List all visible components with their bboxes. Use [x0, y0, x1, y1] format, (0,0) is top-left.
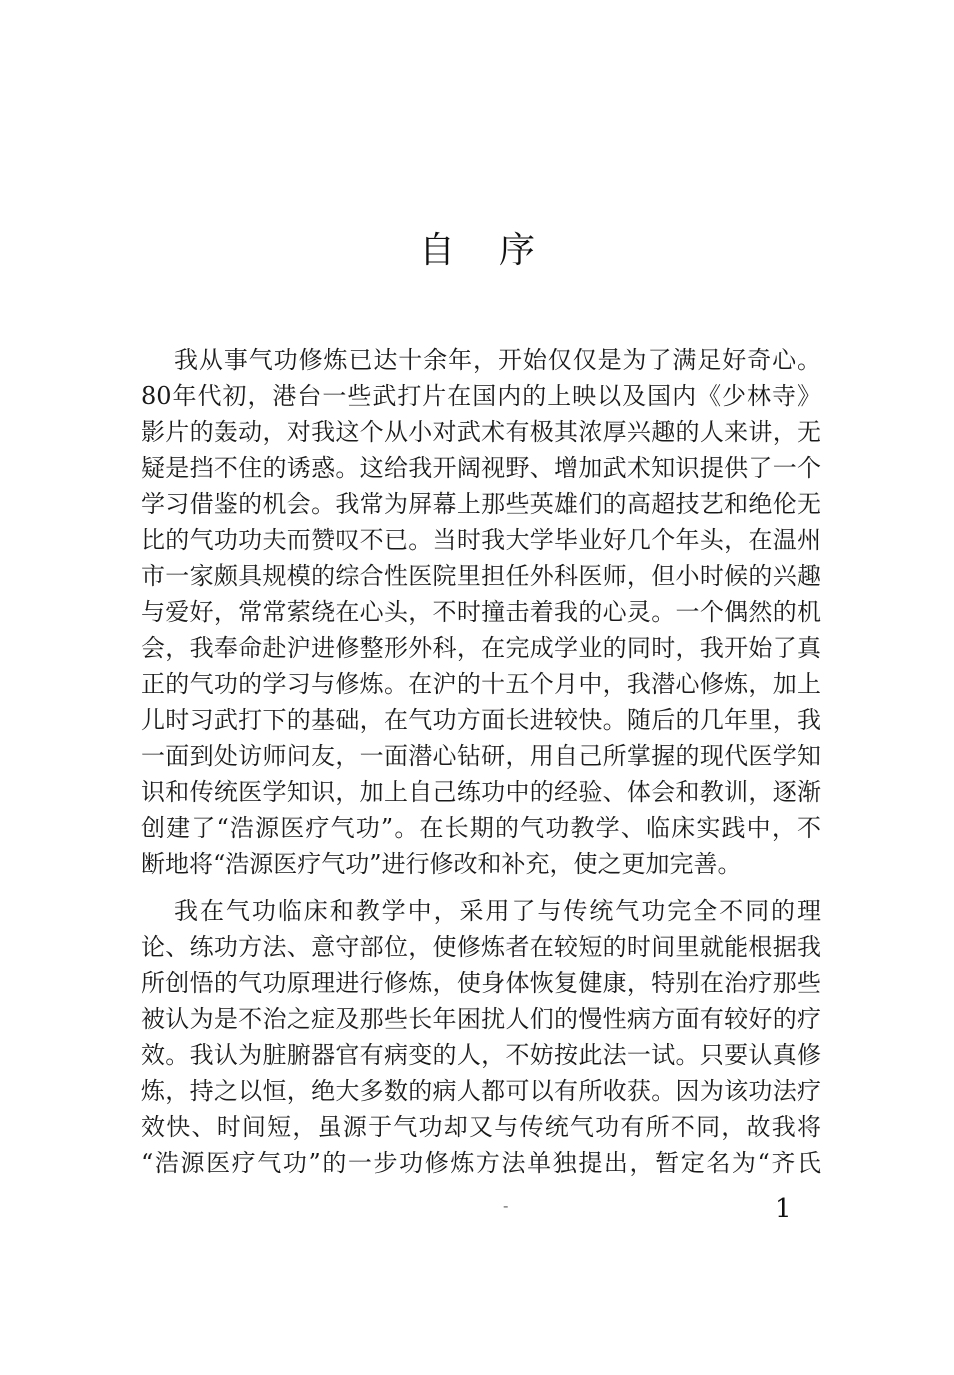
footer-mark: -	[503, 1196, 509, 1215]
paragraph-line: 我在气功临床和教学中，采用了与传统气功完全不同的理	[174, 897, 821, 925]
paragraph-line: 炼，持之以恒，绝大多数的病人都可以有所收获。因为该功法疗	[141, 1077, 821, 1105]
paragraph-line: 断地将“浩源医疗气功”进行修改和补充，使之更加完善。	[141, 850, 742, 878]
paragraph-line: 我从事气功修炼已达十余年，开始仅仅是为了满足好奇心。	[174, 346, 821, 374]
paragraph-line: 所创悟的气功原理进行修炼，使身体恢复健康，特别在治疗那些	[141, 969, 821, 997]
paragraph-line: 疑是挡不住的诱惑。这给我开阔视野、增加武术知识提供了一个	[141, 454, 821, 482]
paragraph-line: 与爱好，常常萦绕在心头，不时撞击着我的心灵。一个偶然的机	[141, 598, 821, 626]
paragraph-line: 一面到处访师问友，一面潜心钻研，用自己所掌握的现代医学知	[141, 742, 821, 770]
page-number: 1	[775, 1194, 792, 1224]
paragraph-line: 效。我认为脏腑器官有病变的人，不妨按此法一试。只要认真修	[141, 1041, 821, 1069]
paragraph-line: 儿时习武打下的基础，在气功方面长进较快。随后的几年里，我	[141, 706, 821, 734]
paragraph-line: 学习借鉴的机会。我常为屏幕上那些英雄们的高超技艺和绝伦无	[141, 490, 821, 518]
paragraph-line: “浩源医疗气功”的一步功修炼方法单独提出，暂定名为“齐氏	[141, 1149, 821, 1177]
paragraph-line: 创建了“浩源医疗气功”。在长期的气功教学、临床实践中，不	[141, 814, 821, 842]
paragraph-line: 识和传统医学知识，加上自己练功中的经验、体会和教训，逐渐	[141, 778, 821, 806]
paragraph-line: 被认为是不治之症及那些长年困扰人们的慢性病方面有较好的疗	[141, 1005, 821, 1033]
page-title: 自序	[418, 230, 579, 271]
paragraph-line: 市一家颇具规模的综合性医院里担任外科医师，但小时候的兴趣	[141, 562, 821, 590]
paragraph-line: 正的气功的学习与修炼。在沪的十五个月中，我潜心修炼，加上	[141, 670, 821, 698]
paragraph-line: 论、练功方法、意守部位，使修炼者在较短的时间里就能根据我	[141, 933, 821, 961]
paragraph-line: 效快、时间短，虽源于气功却又与传统气功有所不同，故我将	[141, 1113, 821, 1141]
paragraph-line: 比的气功功夫而赞叹不已。当时我大学毕业好几个年头，在温州	[141, 526, 821, 554]
paragraph-line: 影片的轰动，对我这个从小对武术有极其浓厚兴趣的人来讲，无	[141, 418, 821, 446]
paragraph-line: 80年代初，港台一些武打片在国内的上映以及国内《少林寺》	[141, 382, 821, 410]
paragraph-line: 会，我奉命赴沪进修整形外科，在完成学业的同时，我开始了真	[141, 634, 821, 662]
